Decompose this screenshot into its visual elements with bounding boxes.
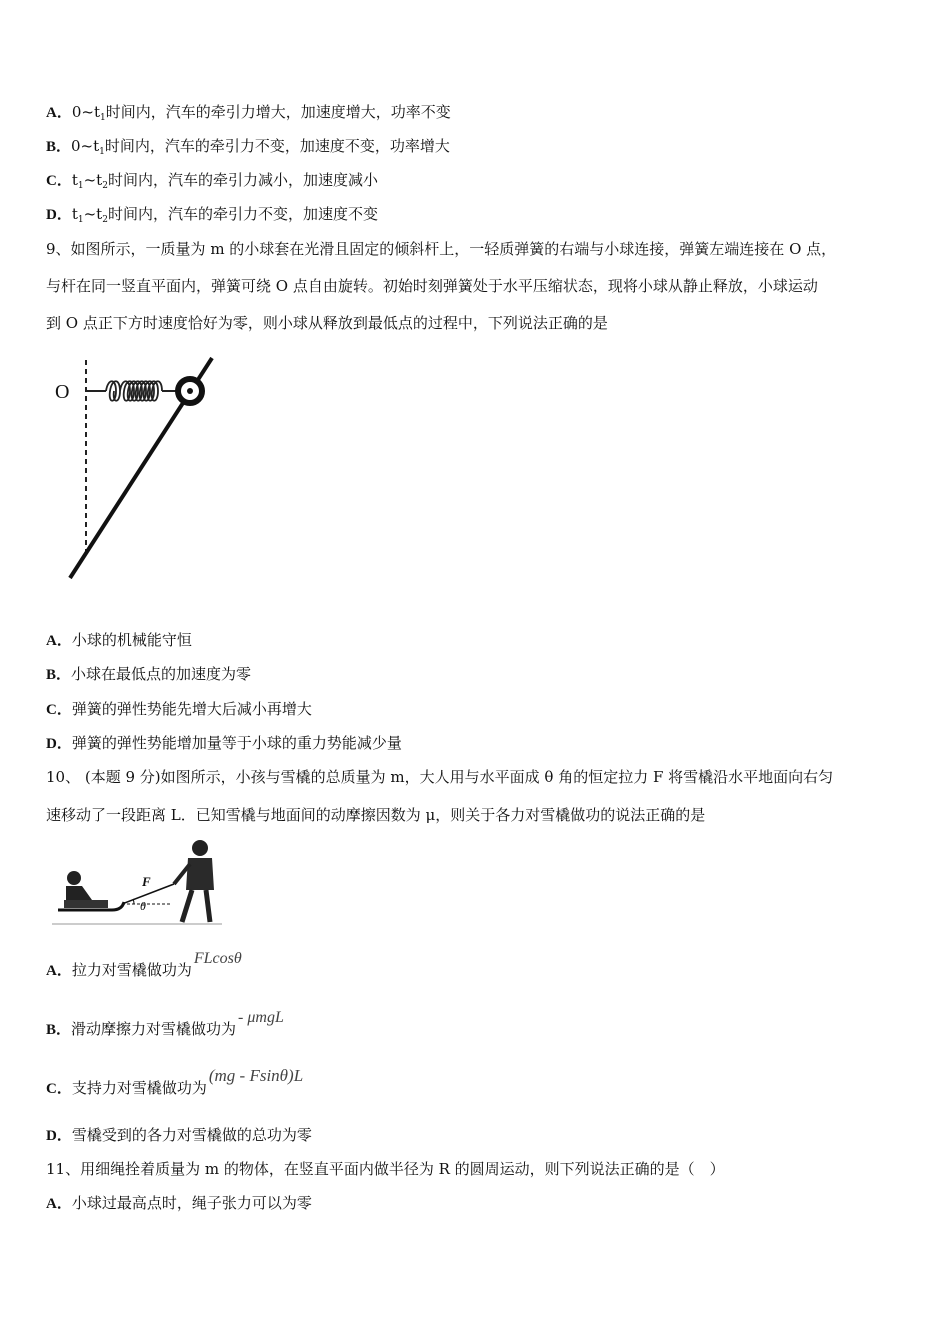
- option-text: 时间内，汽车的牵引力不变，加速度不变，功率增大: [104, 137, 450, 155]
- option-label: A．: [46, 1196, 72, 1212]
- adult-head-icon: [192, 840, 208, 856]
- option-label: C．: [46, 1081, 72, 1097]
- time-range: t: [71, 171, 78, 189]
- q9-stem-line-2: 与杆在同一竖直平面内，弹簧可绕 O 点自由旋转。初始时刻弹簧处于水平压缩状态，现将小球从静止释放，小球运动: [46, 277, 818, 295]
- option-text: 支持力对雪橇做功为: [71, 1079, 207, 1097]
- point-o-label: O: [55, 381, 70, 403]
- time-range-mid: ~t: [83, 171, 103, 189]
- formula-work-pull: FLcosθ: [193, 950, 242, 967]
- adult-leg-left: [182, 890, 192, 922]
- subscript: 2: [102, 215, 108, 225]
- option-label: D．: [46, 736, 72, 752]
- time-range: 0~t: [71, 137, 100, 155]
- q8-option-a: [46, 102, 451, 128]
- q10-stem-line-1: 10、 (本题 9 分)如图所示，小孩与雪橇的总质量为 m，大人用与水平面成 θ 角的恒定拉力 F 将雪橇沿水平地面向右匀: [46, 768, 834, 786]
- q10-option-c: [46, 1066, 304, 1099]
- option-label: C．: [46, 702, 72, 718]
- option-label: D．: [46, 1128, 72, 1144]
- option-label: A．: [46, 105, 72, 121]
- q10-option-a: [46, 950, 242, 981]
- q11-option-a: [46, 1193, 312, 1214]
- child-head-icon: [67, 871, 81, 885]
- option-text: 弹簧的弹性势能先增大后减小再增大: [71, 700, 312, 718]
- time-range: 0~t: [71, 103, 100, 121]
- option-text: 小球的机械能守恒: [71, 631, 192, 649]
- option-label: D．: [46, 207, 72, 223]
- subscript: 1: [77, 215, 84, 225]
- option-text: 弹簧的弹性势能增加量等于小球的重力势能减少量: [71, 734, 402, 752]
- option-label: B．: [46, 1022, 72, 1038]
- time-range-mid: ~t: [83, 205, 103, 223]
- q8-option-d: [46, 204, 378, 230]
- q9-spring-rod-figure: [50, 350, 230, 590]
- q9-option-b: [46, 664, 251, 685]
- q8-option-c: [46, 170, 378, 196]
- child-body-icon: [66, 886, 92, 900]
- q10-sled-figure: [52, 838, 222, 930]
- option-label: C．: [46, 173, 72, 189]
- option-label: B．: [46, 667, 72, 683]
- option-text: 雪橇受到的各力对雪橇做的总功为零: [71, 1126, 312, 1144]
- subscript: 2: [102, 181, 108, 191]
- adult-leg-right: [206, 890, 210, 922]
- q9-option-c: [46, 699, 312, 720]
- subscript: 1: [77, 181, 84, 191]
- option-text: 时间内，汽车的牵引力减小，加速度减小: [107, 171, 378, 189]
- q9-stem-line-3: 到 O 点正下方时速度恰好为零，则小球从释放到最低点的过程中，下列说法正确的是: [46, 314, 608, 332]
- q10-option-d: [46, 1125, 312, 1146]
- option-label: A．: [46, 963, 72, 979]
- option-text: 小球过最高点时，绳子张力可以为零: [71, 1194, 312, 1212]
- option-label: A．: [46, 633, 72, 649]
- formula-work-normal: (mg - Fsinθ)L: [208, 1066, 304, 1085]
- formula-work-friction: - μmgL: [238, 1009, 284, 1026]
- q10-stem-line-2: 速移动了一段距离 L．已知雪橇与地面间的动摩擦因数为 μ，则关于各力对雪橇做功的说法正确的是: [46, 806, 706, 824]
- option-text: 小球在最低点的加速度为零: [71, 665, 252, 683]
- option-text: 拉力对雪橇做功为: [71, 961, 192, 979]
- q9-option-d: [46, 733, 402, 754]
- sled-body: [64, 900, 108, 908]
- subscript: 1: [99, 113, 106, 123]
- angle-theta-label: θ: [140, 899, 146, 913]
- option-label: B．: [46, 139, 72, 155]
- option-text: 滑动摩擦力对雪橇做功为: [71, 1020, 237, 1038]
- q9-stem-line-1: 9、如图所示，一质量为 m 的小球套在光滑且固定的倾斜杆上，一轻质弹簧的右端与小球连接，弹簧左端连接在 O 点，: [46, 240, 837, 258]
- q10-option-b: [46, 1009, 284, 1040]
- q8-option-b: [46, 136, 450, 162]
- option-text: 时间内，汽车的牵引力增大，加速度增大，功率不变: [105, 103, 451, 121]
- spring-icon: [106, 381, 162, 401]
- adult-coat-icon: [186, 858, 214, 890]
- option-text: 时间内，汽车的牵引力不变，加速度不变: [107, 205, 378, 223]
- ball-center: [187, 388, 193, 394]
- q9-option-a: [46, 630, 192, 651]
- q11-stem: 11、用细绳拴着质量为 m 的物体，在竖直平面内做半径为 R 的圆周运动，则下列说法正确的是（ ）: [46, 1160, 725, 1178]
- force-f-label: F: [142, 874, 151, 889]
- time-range: t: [71, 205, 78, 223]
- subscript: 1: [99, 147, 105, 157]
